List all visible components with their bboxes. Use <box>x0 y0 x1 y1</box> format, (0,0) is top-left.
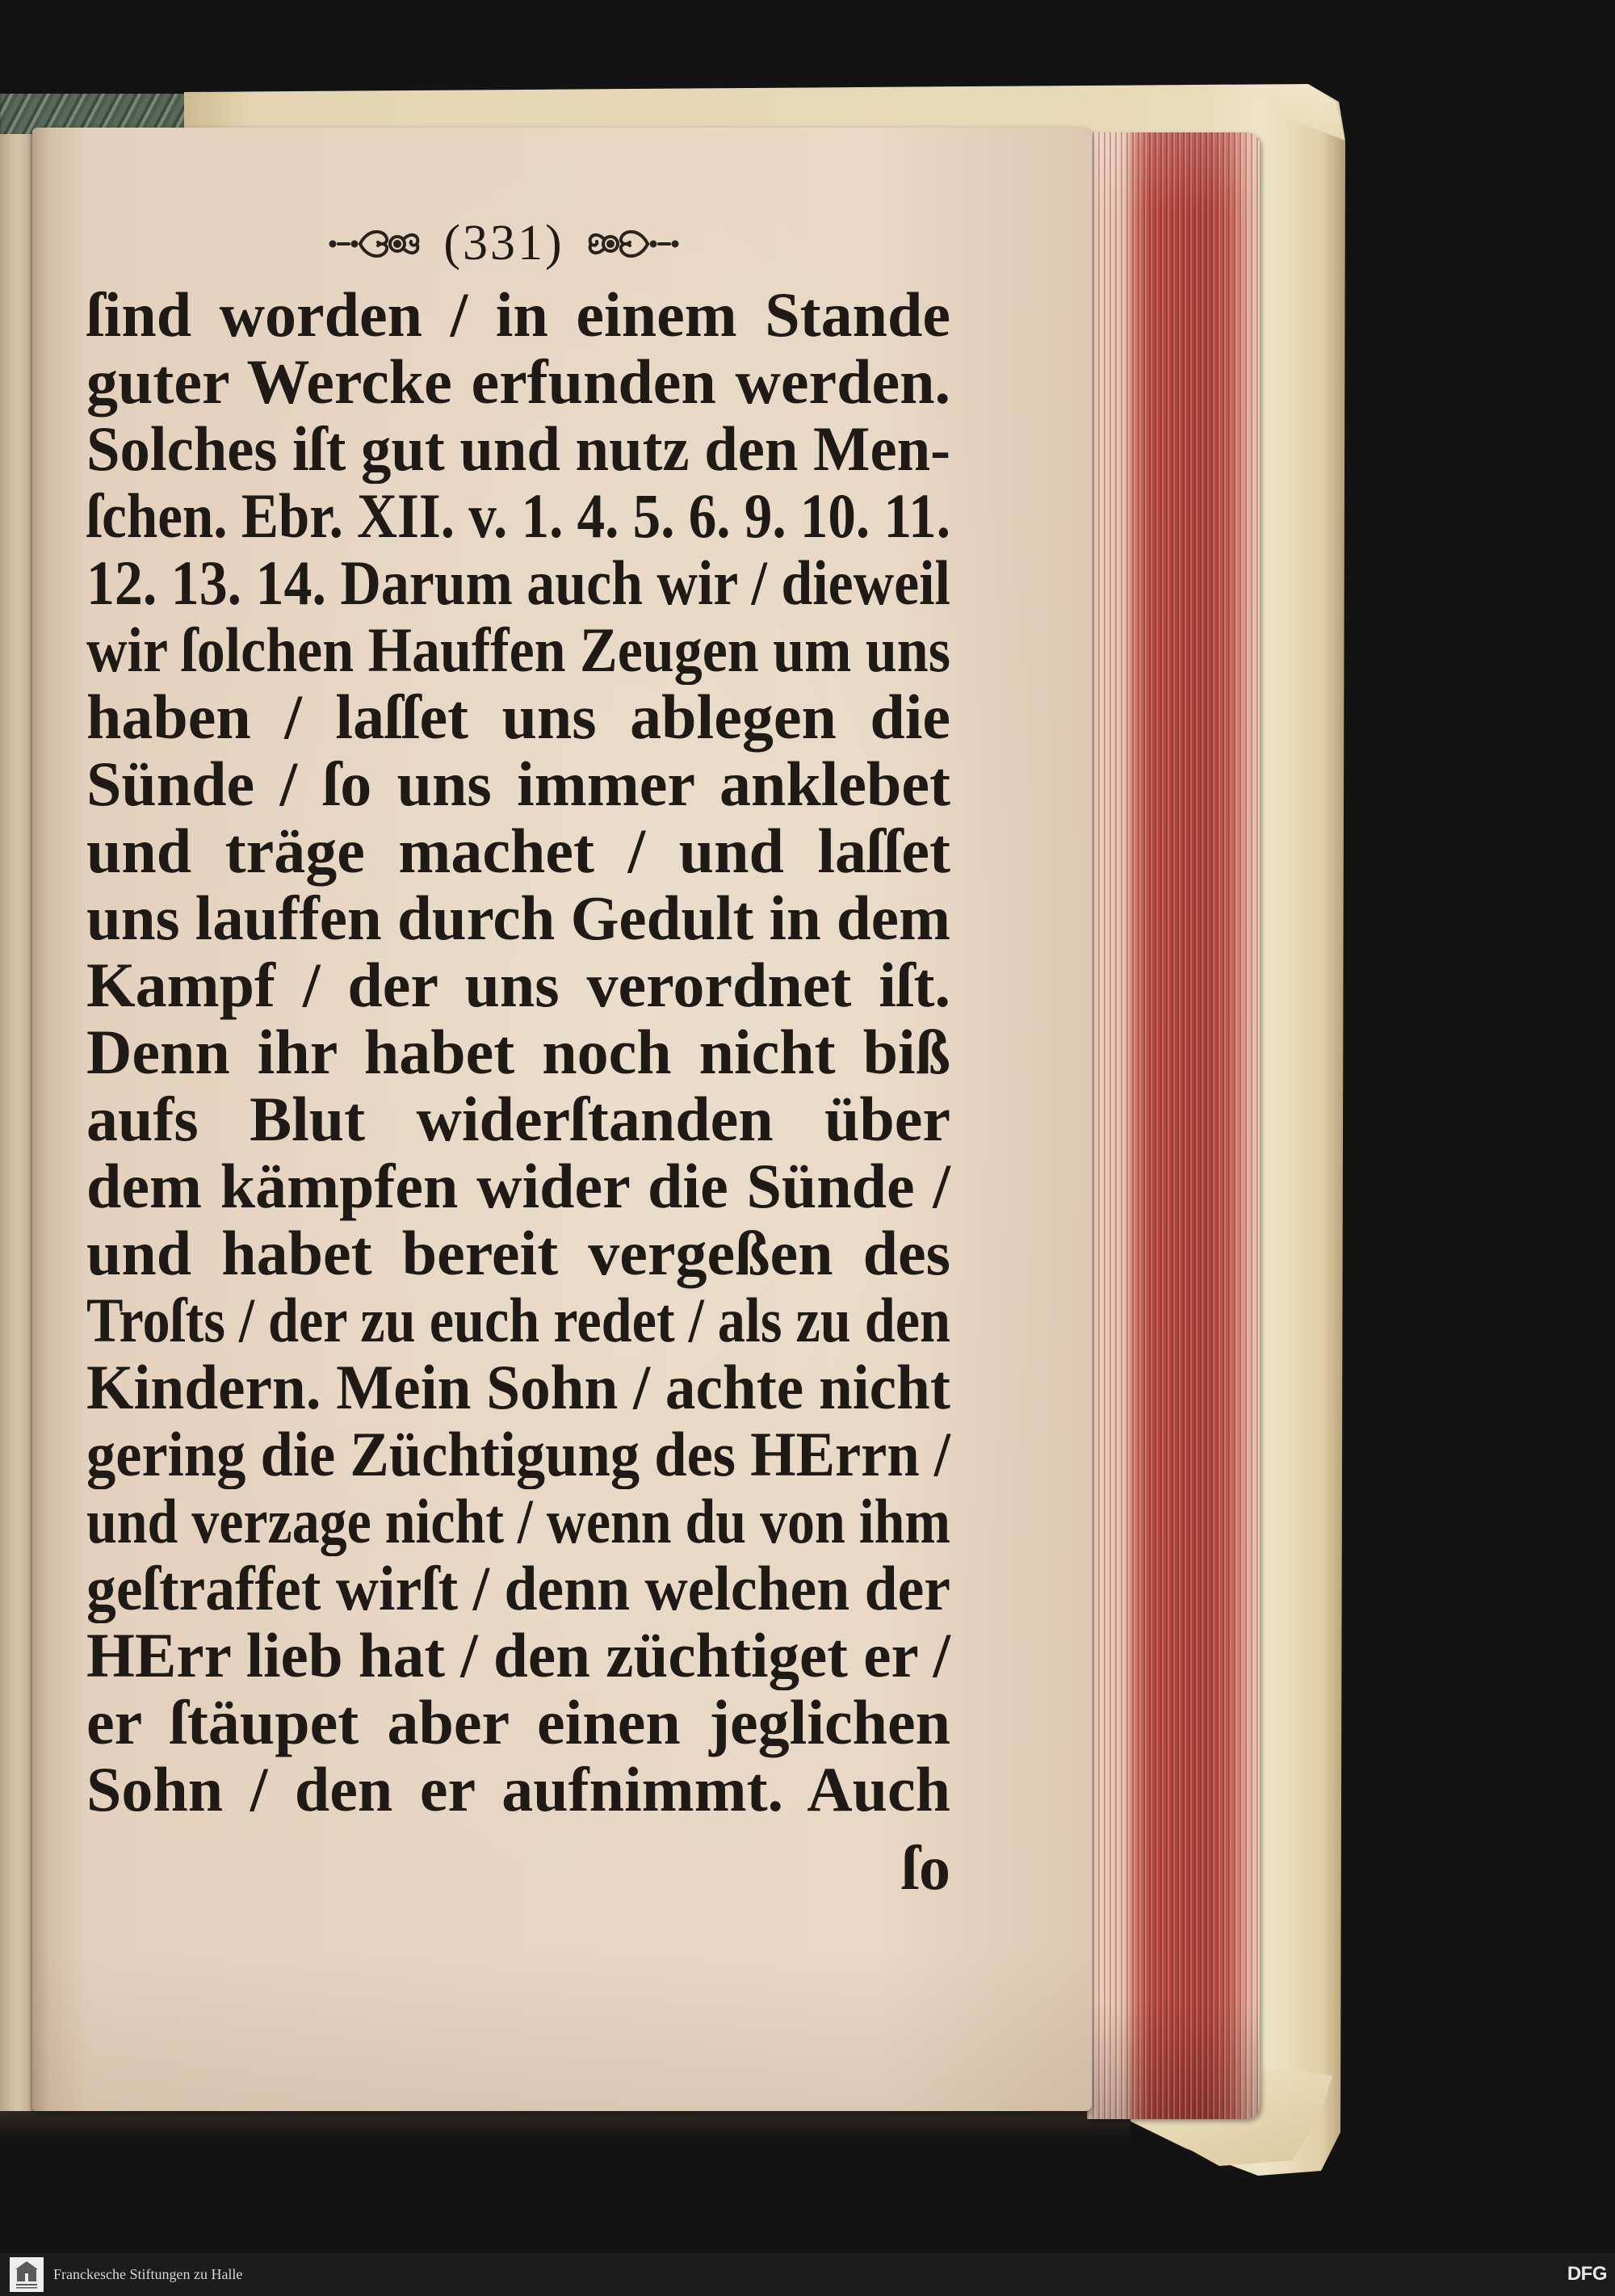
page-header <box>328 216 680 270</box>
text-line-row <box>86 1756 950 1823</box>
text-line-row <box>86 415 950 482</box>
text-line: ſchen. Ebr. XII. v. 1. 4. 5. 6. 9. 10. 11. <box>86 481 950 551</box>
text-line-row <box>86 1622 950 1689</box>
text-line-row <box>86 1555 950 1622</box>
text-line: Troſts / der zu euch redet / als zu den <box>86 1285 951 1355</box>
institution-name: Franckesche Stiftungen zu Halle <box>53 2266 243 2282</box>
text-line-row <box>86 1085 950 1152</box>
text-line: uns lauffen durch Gedult in dem <box>86 883 950 953</box>
text-line: ſind worden / in einem Stande <box>86 279 951 350</box>
text-line: Sünde / ſo uns immer anklebet <box>86 749 950 819</box>
text-line: Sohn / den er aufnimmt. Auch <box>86 1754 951 1824</box>
fleuron-ornament-icon <box>328 222 423 264</box>
text-line: und träge machet / und laſſet <box>86 816 950 886</box>
text-line-row <box>86 482 950 549</box>
text-line-row <box>86 1219 950 1287</box>
text-line-row <box>86 817 950 884</box>
text-line-row <box>86 281 950 348</box>
book-page <box>32 128 1092 2111</box>
text-line: gering die Züchtigung des HErrn / <box>86 1419 950 1489</box>
catchword-row <box>86 1834 950 1901</box>
text-line-row <box>86 1354 950 1421</box>
text-line-row <box>86 1287 950 1354</box>
text-line: wir ſolchen Hauffen Zeugen um uns <box>86 615 950 685</box>
institution-logo-icon <box>10 2257 44 2292</box>
text-line: und habet bereit vergeßen des <box>86 1218 951 1288</box>
text-line-row <box>86 750 950 817</box>
text-line: 12. 13. 14. Darum auch wir / dieweil <box>86 548 950 618</box>
sprinkled-page-edges <box>1087 132 1260 2119</box>
catchword: ſo <box>901 1832 950 1903</box>
text-line-row <box>86 1488 950 1555</box>
text-line: er ſtäupet aber einen jeglichen <box>86 1687 951 1757</box>
text-line: Solches iſt gut und nutz den Men- <box>86 413 950 484</box>
text-line-row <box>86 951 950 1018</box>
text-line: haben / laſſet uns ablegen die <box>86 682 950 752</box>
footer-bar <box>0 2253 1615 2296</box>
text-line-row <box>86 1018 950 1085</box>
text-line-row <box>86 348 950 415</box>
dfg-logo: DFG <box>1567 2263 1607 2285</box>
text-line: HErr lieb hat / den züchtiget er / <box>86 1620 950 1690</box>
fleuron-ornament-icon <box>585 222 680 264</box>
text-line: Kampf / der uns verordnet iſt. <box>86 950 951 1020</box>
text-line: und verzage nicht / wenn du von ihm <box>86 1486 950 1556</box>
text-line-row <box>86 683 950 750</box>
body-text <box>86 281 950 1901</box>
text-line-row <box>86 884 950 951</box>
text-line: Kindern. Mein Sohn / achte nicht <box>86 1352 950 1422</box>
text-line-row <box>86 1689 950 1756</box>
text-line: dem kämpfen wider die Sünde / <box>86 1151 950 1221</box>
text-line: Denn ihr habet noch nicht biß <box>86 1017 951 1087</box>
text-line: aufs Blut widerſtanden über <box>86 1084 950 1154</box>
text-line-row <box>86 1152 950 1219</box>
text-line: guter Wercke erfunden werden. <box>86 346 951 417</box>
text-line-row <box>86 1421 950 1488</box>
text-line-row <box>86 616 950 683</box>
text-line: geſtraffet wirſt / denn welchen der <box>86 1553 951 1623</box>
page-number: (331) <box>443 216 564 271</box>
text-line-row <box>86 549 950 616</box>
